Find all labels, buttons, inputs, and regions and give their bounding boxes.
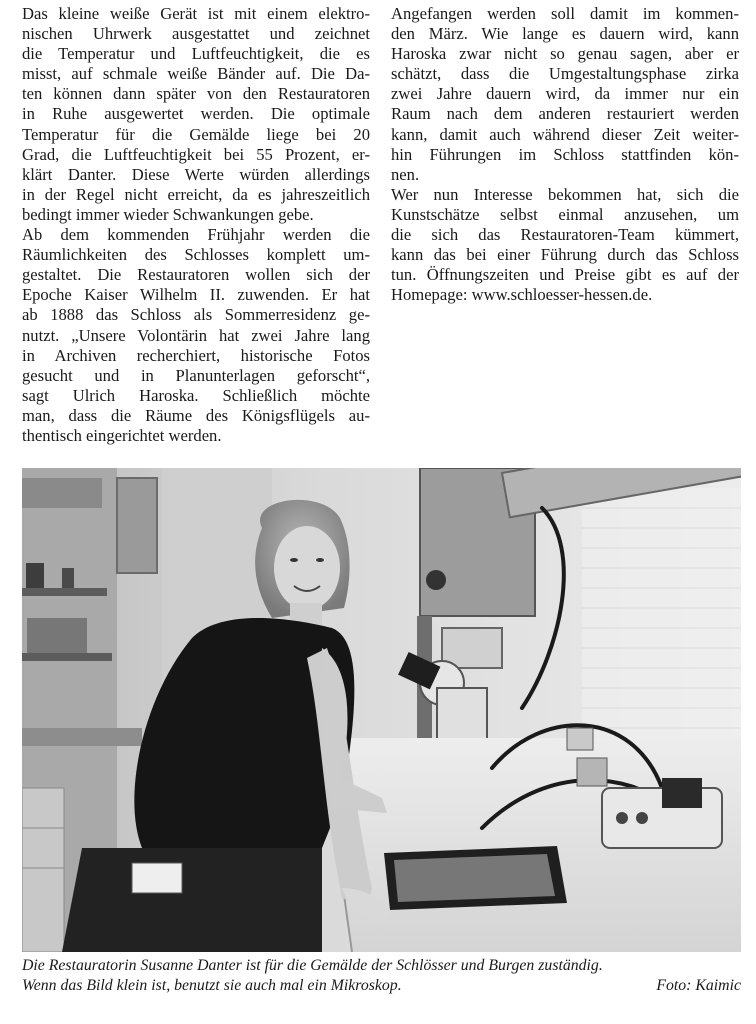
caption-line-2: Wenn das Bild klein ist, benutzt sie auch mal ein Mikroskop.: [22, 977, 402, 994]
left-column-paragraph: [22, 4, 370, 225]
text-line: tun. Öffnungszeiten und Preise gibt es auf der: [391, 265, 739, 285]
restorer-photo: [22, 468, 741, 952]
text-line: den März. Wie lange es dauern wird, kann: [391, 24, 739, 44]
restorer-photo-illustration: [22, 468, 741, 952]
text-line: schätzt, dass die Umgestaltungsphase zirka: [391, 64, 739, 84]
text-line: in der Regel nicht erreicht, da es jahreszeitlich: [22, 184, 370, 204]
text-line: die Temperatur und Luftfeuchtigkeit, die es: [22, 44, 370, 64]
text-line: gesucht und in Planunterlagen geforscht“,: [22, 365, 370, 385]
light-source-device: [602, 778, 722, 848]
text-line: Räumlichkeiten des Schlosses komplett um-: [22, 245, 370, 265]
article-left-column: [22, 4, 370, 446]
caption-line-1: Die Restauratorin Susanne Danter ist für die Gemälde der Schlösser und Burgen zuständig.: [22, 957, 603, 974]
text-line: Angefangen werden soll damit im kommen-: [391, 4, 739, 23]
text-line: zwei Jahre dauern wird, da immer nur ein: [391, 84, 739, 104]
text-line: thentisch eingerichtet werden.: [22, 425, 222, 445]
text-line: ten können dann später von den Restauratoren: [22, 84, 370, 104]
right-column-paragraph: [391, 185, 739, 306]
left-column-paragraph: [22, 225, 370, 446]
text-line: klärt Danter. Diese Werte würden allerdings: [22, 164, 370, 184]
text-line: bedingt immer wieder Schwankungen gebe.: [22, 204, 314, 224]
text-line: gestaltet. Die Restauratoren wollen sich der: [22, 265, 370, 285]
text-line: Raum nach dem anderen restauriert werden: [391, 104, 739, 124]
text-line: Kunstschätze selbst einmal anzusehen, um: [391, 204, 739, 224]
text-line: in Archiven recherchiert, historische Fotos: [22, 345, 370, 365]
text-line: Epoche Kaiser Wilhelm II. zuwenden. Er hat: [22, 285, 370, 305]
photo-credit: Foto: Kaimic: [656, 977, 741, 994]
text-line: man, dass die Räume des Königsflügels au-: [22, 405, 370, 425]
text-line: nischen Uhrwerk ausgestattet und zeichnet: [22, 24, 370, 44]
text-line: kann das bei einer Führung durch das Schloss: [391, 245, 739, 265]
text-line: nen.: [391, 164, 420, 184]
text-line: Das kleine weiße Gerät ist mit einem elektro-: [22, 4, 370, 23]
text-line: Wer nun Interesse bekommen hat, sich die: [391, 184, 739, 204]
text-line: Haroska zwar nicht so genau sagen, aber er: [391, 44, 739, 64]
text-line: Ab dem kommenden Frühjahr werden die: [22, 225, 370, 245]
text-line: Homepage: www.schloesser-hessen.de.: [391, 285, 653, 305]
article-right-column: [391, 4, 739, 305]
text-line: die sich das Restauratoren-Team kümmert,: [391, 225, 739, 245]
text-line: Grad, die Luftfeuchtigkeit bei 55 Prozent, er-: [22, 144, 370, 164]
text-line: in Ruhe ausgewertet werden. Die optimale: [22, 104, 370, 124]
text-line: hin Führungen im Schloss stattfinden kön-: [391, 144, 739, 164]
right-column-paragraph: [391, 4, 739, 185]
text-line: Temperatur für die Gemälde liege bei 20: [22, 124, 370, 144]
text-line: sagt Ulrich Haroska. Schließlich möchte: [22, 385, 370, 405]
photo-caption: [22, 956, 741, 996]
text-line: misst, auf schmale weiße Bänder auf. Die Da-: [22, 64, 370, 84]
painting-frame: [384, 846, 567, 910]
text-line: nutzt. „Unsere Volontärin hat zwei Jahre lang: [22, 325, 370, 345]
text-line: ab 1888 das Schloss als Sommerresidenz ge-: [22, 305, 370, 325]
text-line: kann, damit auch während dieser Zeit weiter-: [391, 124, 739, 144]
